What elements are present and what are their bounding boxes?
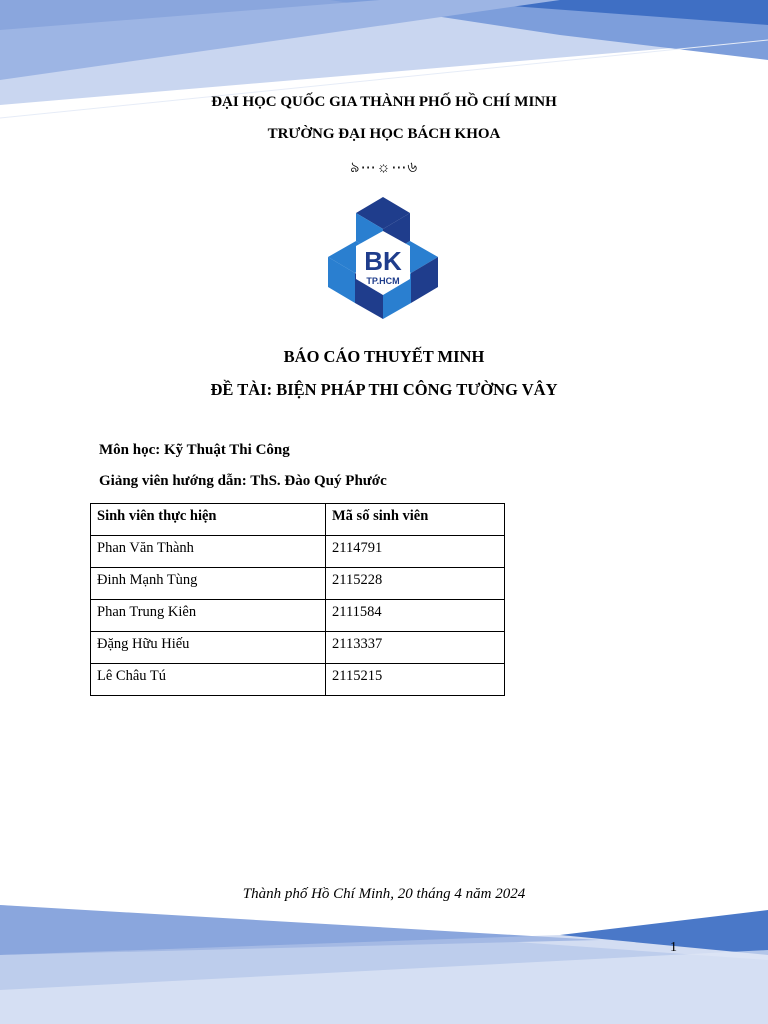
university-name: ĐẠI HỌC QUỐC GIA THÀNH PHỐ HỒ CHÍ MINH <box>211 94 557 110</box>
table-row <box>91 664 505 696</box>
report-topic: ĐỀ TÀI: BIỆN PHÁP THI CÔNG TƯỜNG VÂY <box>210 380 558 399</box>
students-table <box>90 503 505 696</box>
bk-logo <box>328 197 438 319</box>
page-number: 1 <box>670 940 677 955</box>
table-row <box>91 632 505 664</box>
footer-date: Thành phố Hồ Chí Minh, 20 tháng 4 năm 2024 <box>242 886 526 902</box>
table-row <box>91 536 505 568</box>
student-id: 2115228 <box>326 568 505 600</box>
school-name: TRƯỜNG ĐẠI HỌC BÁCH KHOA <box>267 126 501 142</box>
student-name: Phan Trung Kiên <box>91 600 326 632</box>
ornament-divider: ৯⋯☼⋯৬ <box>349 160 419 176</box>
table-row <box>91 568 505 600</box>
student-name: Đinh Mạnh Tùng <box>91 568 326 600</box>
student-id: 2114791 <box>326 536 505 568</box>
student-name: Phan Văn Thành <box>91 536 326 568</box>
bottom-decoration <box>0 880 768 1024</box>
student-id: 2111584 <box>326 600 505 632</box>
teacher-line: Giảng viên hướng dẫn: ThS. Đào Quý Phước <box>99 473 387 489</box>
report-title: BÁO CÁO THUYẾT MINH <box>283 347 485 366</box>
student-id: 2115215 <box>326 664 505 696</box>
logo-text-main: BK <box>364 246 402 276</box>
student-id: 2113337 <box>326 632 505 664</box>
header-student-name: Sinh viên thực hiện <box>91 504 326 536</box>
student-name: Đặng Hữu Hiếu <box>91 632 326 664</box>
table-header-row <box>91 504 505 536</box>
subject-line: Môn học: Kỹ Thuật Thi Công <box>99 442 290 458</box>
student-name: Lê Châu Tú <box>91 664 326 696</box>
header-student-id: Mã số sinh viên <box>326 504 505 536</box>
table-row <box>91 600 505 632</box>
logo-text-sub: TP.HCM <box>366 276 400 286</box>
